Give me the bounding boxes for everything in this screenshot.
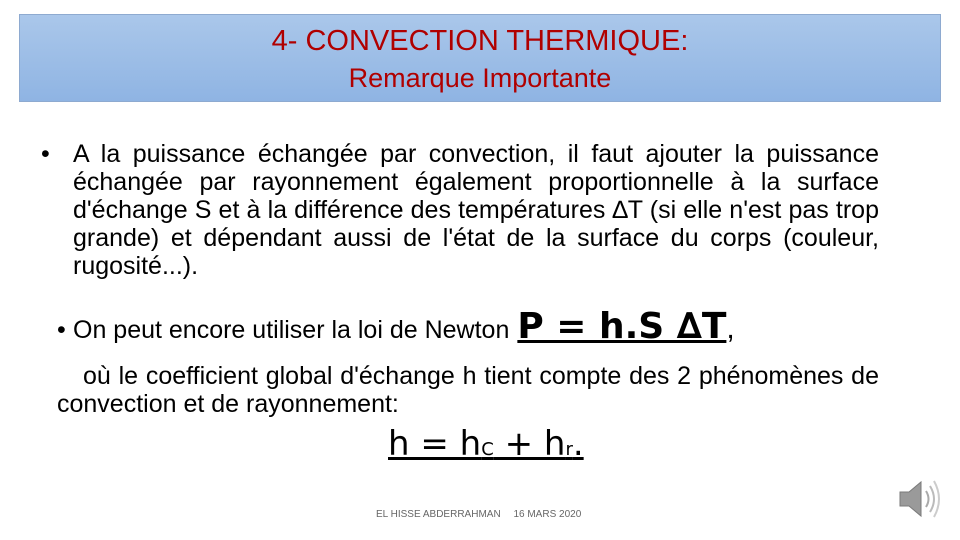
formula-mid: + h [493, 424, 566, 464]
formula-lhs: h = h [388, 424, 482, 464]
explanation-paragraph: où le coefficient global d'échange h tient compte des 2 phénomènes de convection et de rayonnement: [57, 362, 879, 418]
newton-equation: P = h.S ∆T [517, 306, 727, 347]
formula-subscript-r: r [565, 439, 573, 460]
bullet-2-text: On peut encore utiliser la loi de Newton [73, 316, 510, 344]
slide-subtitle: Remarque Importante [348, 63, 612, 93]
footer-author: EL HISSE ABDERRAHMAN [376, 509, 501, 520]
global-coefficient-formula [388, 424, 584, 464]
formula-end: . [572, 424, 584, 464]
bullet-marker: • [57, 316, 66, 344]
bullet-paragraph-2 [57, 306, 897, 347]
formula-subscript-c: C [481, 439, 494, 460]
footer-date: 16 MARS 2020 [513, 509, 582, 520]
slide-footer [376, 509, 591, 520]
slide-title: 4- CONVECTION THERMIQUE: [271, 25, 689, 57]
slide-title-box [19, 14, 941, 102]
speaker-icon[interactable] [894, 474, 944, 524]
bullet-paragraph-1 [41, 140, 879, 280]
bullet-1-text: A la puissance échangée par convection, il faut ajouter la puissance échangée par rayonnement également proportionnelle à la surface d'échange S et à la différence des températures ∆T (si elle n'est pas trop grande) et dépendant aussi de l'état de la surface du corps (couleur, rugosité...). [73, 140, 879, 280]
equation-comma: , [726, 312, 735, 345]
bullet-marker: • [41, 140, 50, 168]
